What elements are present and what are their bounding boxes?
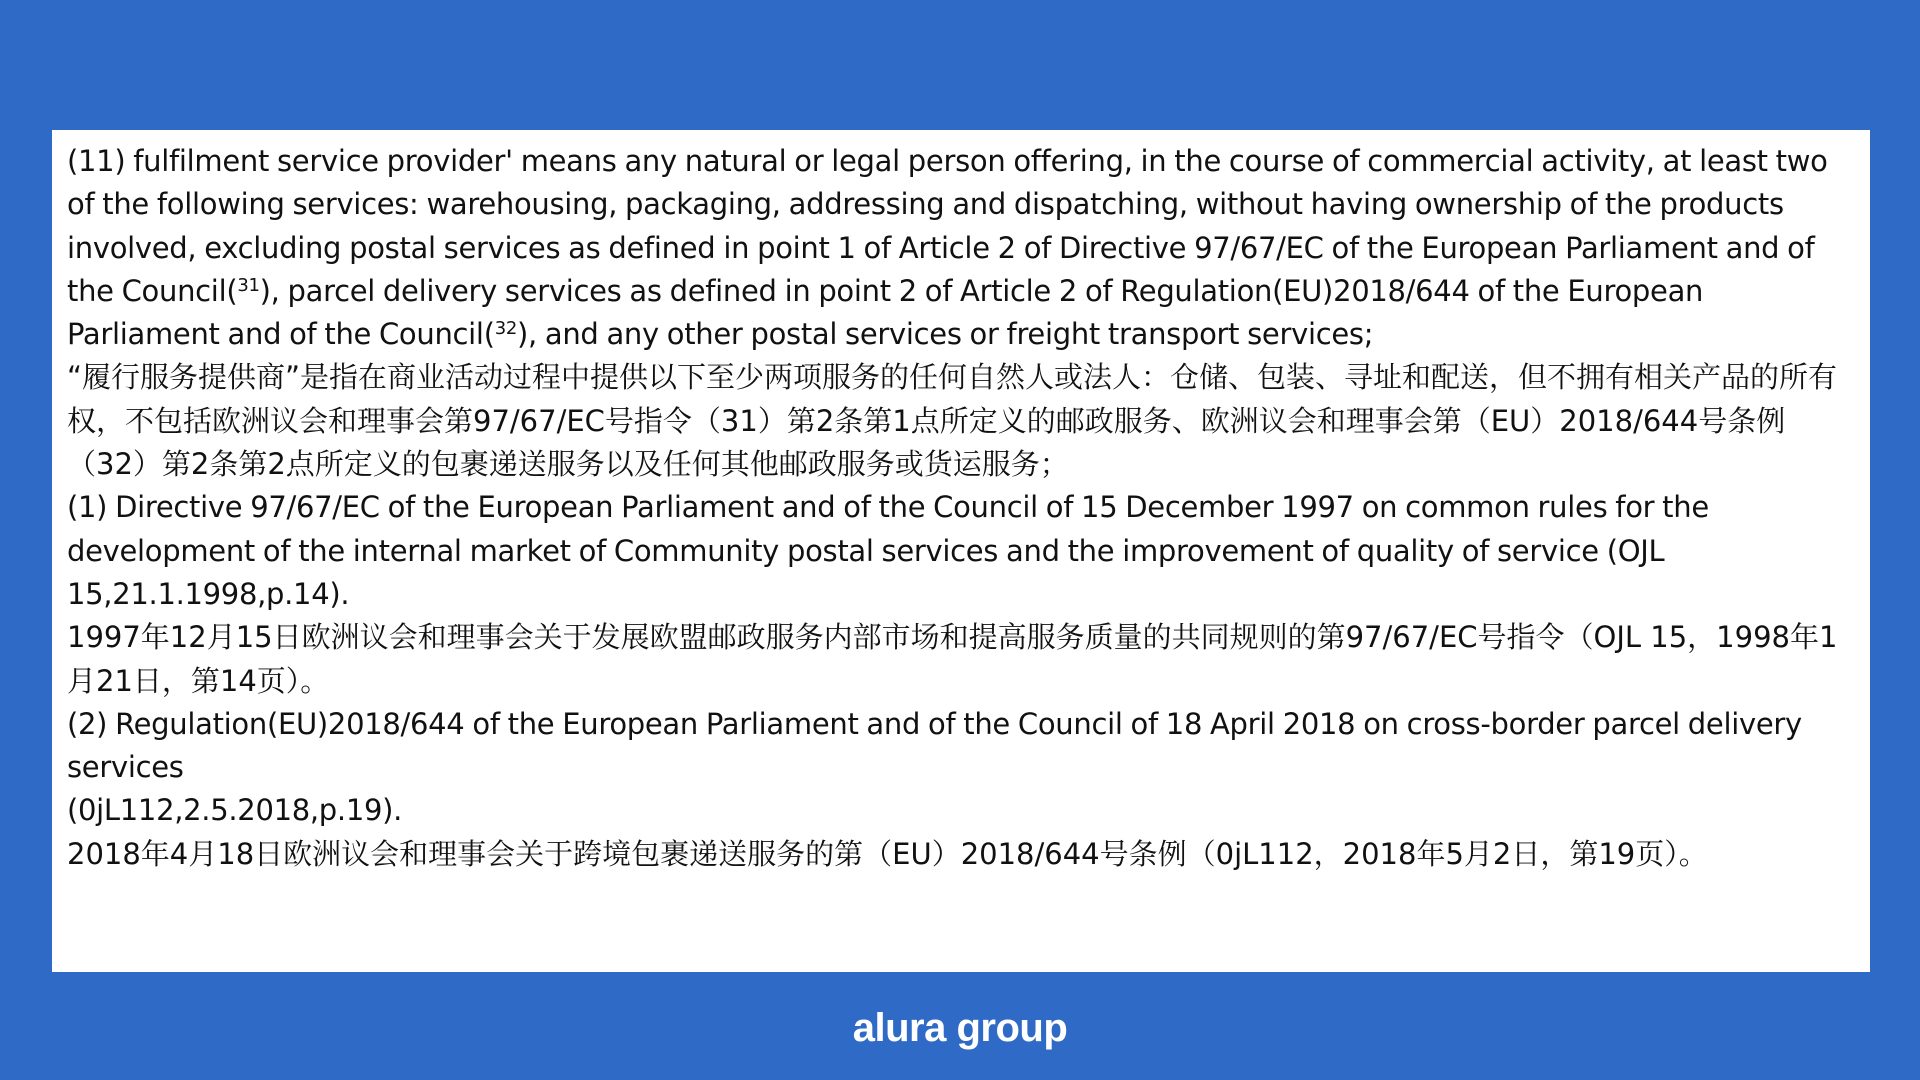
definition-11-english-text-2: ), parcel delivery services as defined in point 2 of Article 2 of Regulation(EU)2018/644 of the European Parliament and of the Council(	[67, 273, 1704, 352]
definition-11-english-text-1: (11) fulfilment service provider' means any natural or legal person offering, in the course of commercial activity, at least two of the following services: warehousing, packaging, addressing and dispatching, without having ownership of the products involved, excluding postal services as defined in point 1 of Article 2 of Directive 97/67/EC of the European Parliament and of the Council(	[67, 144, 1828, 308]
footnote-2-english: (2) Regulation(EU)2018/644 of the European Parliament and of the Council of 18 April 2018 on cross-border parcel delivery services	[67, 706, 1802, 785]
footnote-2-chinese: 2018年4月18日欧洲议会和理事会关于跨境包裹递送服务的第（EU）2018/644号条例（0jL112，2018年5月2日，第19页）。	[67, 836, 1708, 871]
brand-logo-text: alura group	[852, 1006, 1068, 1050]
footnote-1-english: (1) Directive 97/67/EC of the European Parliament and of the Council of 15 December 1997 on common rules for the development of the internal market of Community postal services and the improvement of quality of service (OJL 15,21.1.1998,p.14).	[67, 490, 1709, 611]
definition-11-chinese: “履行服务提供商”是指在商业活动过程中提供以下至少两项服务的任何自然人或法人：仓储、包装、寻址和配送，但不拥有相关产品的所有权，不包括欧洲议会和理事会第97/67/EC号指令（31）第2条第1点所定义的邮政服务、欧洲议会和理事会第（EU）2018/644号条例（32）第2条第2点所定义的包裹递送服务以及任何其他邮政服务或货运服务；	[67, 360, 1838, 482]
text-panel	[52, 130, 1870, 972]
footnote-marker-31: 31	[237, 274, 260, 296]
footnote-1-chinese: 1997年12月15日欧洲议会和理事会关于发展欧盟邮政服务内部市场和提高服务质量的共同规则的第97/67/EC号指令（OJL 15，1998年1月21日，第14页）。	[67, 620, 1838, 698]
footnote-2-english-citation: (0jL112,2.5.2018,p.19).	[67, 793, 403, 828]
definition-11-english-text-3: ), and any other postal services or freight transport services;	[517, 317, 1374, 352]
footnote-marker-32: 32	[494, 318, 518, 340]
definition-11-english	[67, 140, 1856, 356]
